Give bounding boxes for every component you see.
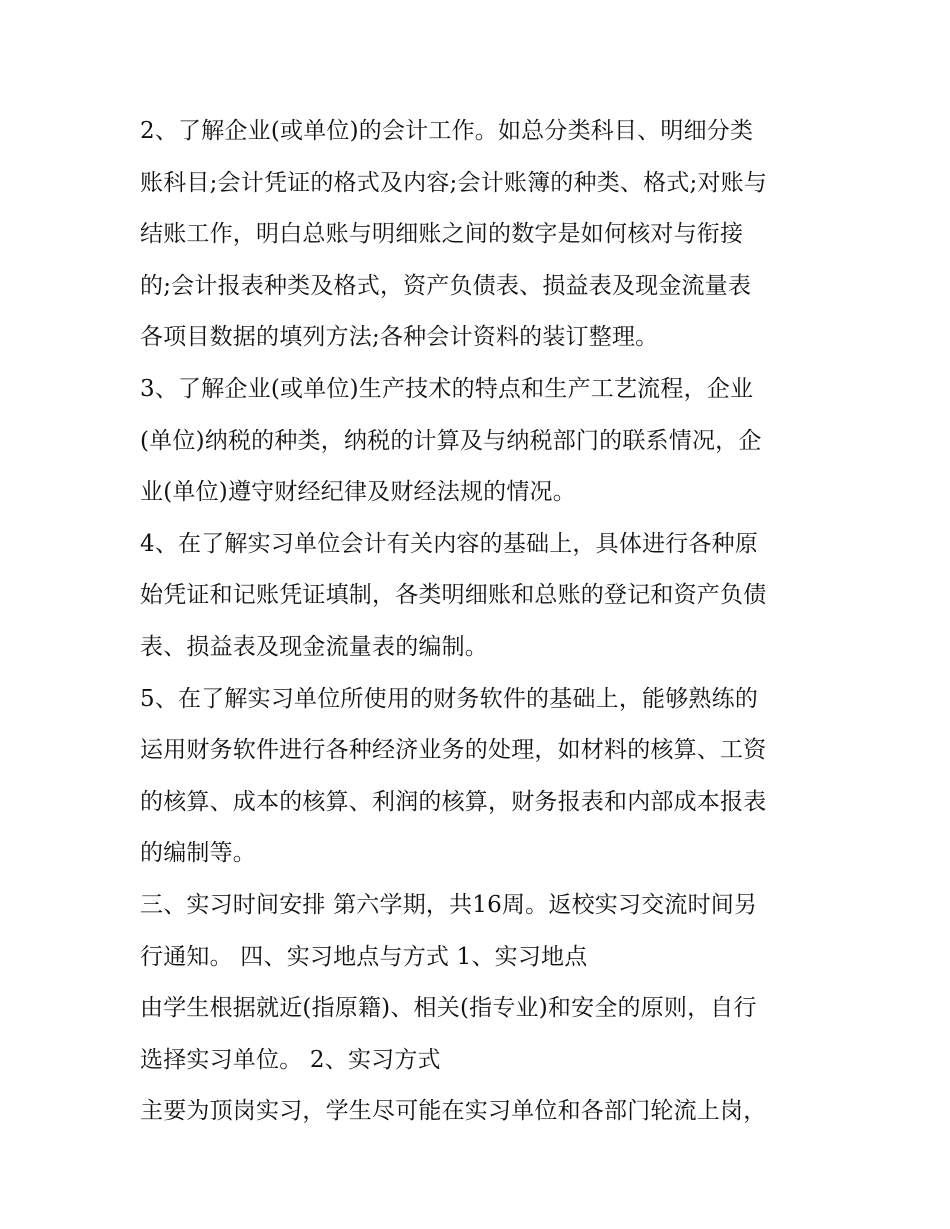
- text-line: 的;会计报表种类及格式，资产负债表、损益表及现金流量表: [140, 272, 752, 299]
- text-line: 的编制等。: [140, 840, 256, 867]
- text-line: 行通知。 四、实习地点与方式 1、实习地点: [140, 943, 588, 970]
- text-line: 三、实习时间安排 第六学期，共16周。返校实习交流时间另: [140, 891, 758, 918]
- text-line: 始凭证和记账凭证填制，各类明细账和总账的登记和资产负债: [140, 582, 767, 609]
- text-line: 账科目;会计凭证的格式及内容;会计账簿的种类、格式;对账与: [140, 169, 768, 196]
- text-line: 5、在了解实习单位所使用的财务软件的基础上，能够熟练的: [140, 685, 759, 712]
- text-line: 表、损益表及现金流量表的编制。: [140, 633, 488, 660]
- text-line: 各项目数据的填列方法;各种会计资料的装订整理。: [140, 324, 659, 351]
- text-line: 的核算、成本的核算、利润的核算，财务报表和内部成本报表: [140, 788, 767, 815]
- text-line: 4、在了解实习单位会计有关内容的基础上，具体进行各种原: [140, 530, 759, 557]
- text-line: 主要为顶岗实习，学生尽可能在实习单位和各部门轮流上岗，: [140, 1098, 767, 1125]
- text-line: 业(单位)遵守财经纪律及财经法规的情况。: [140, 479, 576, 506]
- text-line: 运用财务软件进行各种经济业务的处理，如材料的核算、工资: [140, 737, 767, 764]
- text-line: 3、了解企业(或单位)生产技术的特点和生产工艺流程，企业: [140, 375, 754, 402]
- text-line: 选择实习单位。 2、实习方式: [140, 1046, 441, 1073]
- document-body: [140, 106, 820, 1138]
- text-line: 结账工作，明白总账与明细账之间的数字是如何核对与衔接: [140, 221, 744, 248]
- text-line: (单位)纳税的种类，纳税的计算及与纳税部门的联系情况，企: [140, 427, 762, 454]
- text-line: 由学生根据就近(指原籍)、相关(指专业)和安全的原则，自行: [140, 995, 757, 1022]
- text-line: 2、了解企业(或单位)的会计工作。如总分类科目、明细分类: [140, 118, 754, 144]
